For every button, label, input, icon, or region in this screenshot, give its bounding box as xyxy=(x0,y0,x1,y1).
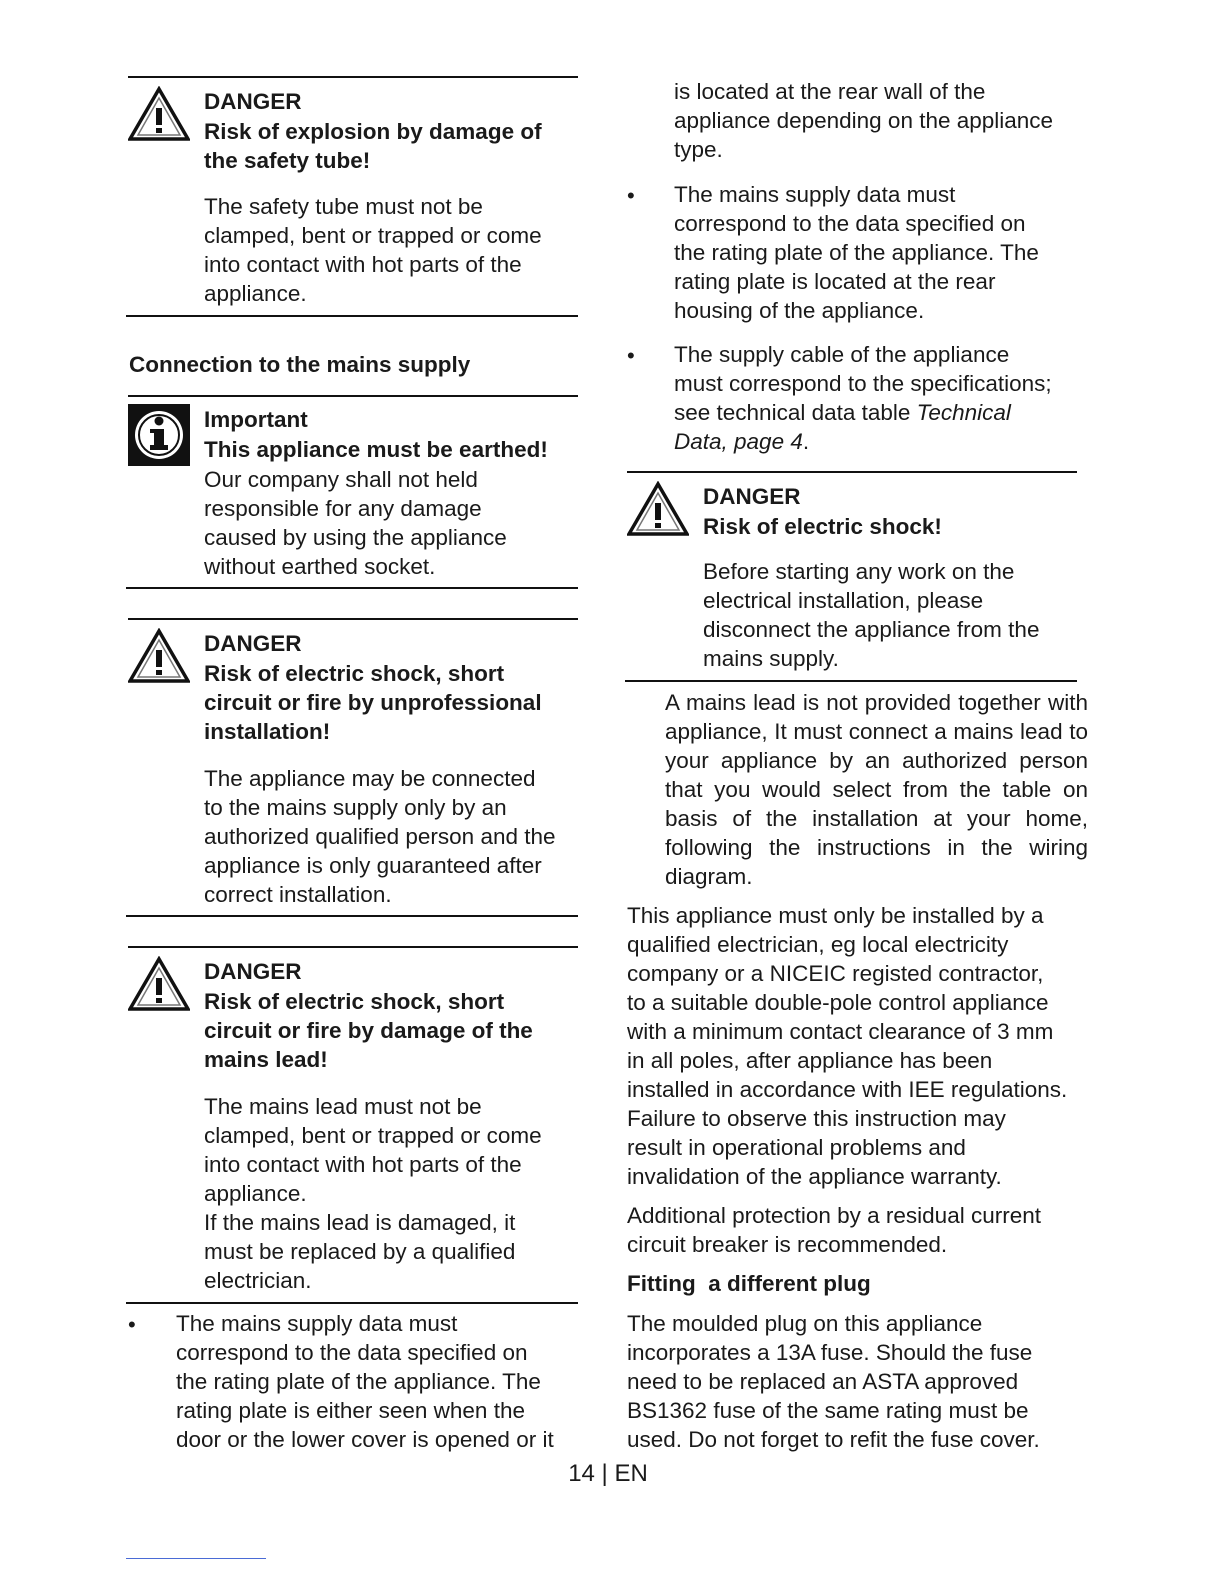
danger-subtitle: Risk of electric shock! xyxy=(703,514,942,539)
section-heading: Fitting a different plug xyxy=(627,1271,871,1296)
danger-body: Before starting any work on the electrical installation, please disconnect the appliance from the mains supply. xyxy=(703,559,1040,671)
list-item-continued: is located at the rear wall of the appliance depending on the appliance type. xyxy=(674,79,1054,162)
danger-body: The mains lead must not be clamped, bent or trapped or come into contact with hot parts of the appliance. If the mains lead is damaged, it must be replaced by a qualified electrician. xyxy=(204,1094,542,1293)
warning-triangle-icon xyxy=(128,956,190,1012)
divider xyxy=(126,587,578,589)
list-item: The mains supply data must correspond to the data specified on the rating plate of the appliance. The rating plate is located at the rear housing of the appliance. xyxy=(674,182,1039,323)
warning-triangle-icon xyxy=(627,481,689,537)
list-item: The mains supply data must correspond to the data specified on the rating plate of the appliance. The rating plate is either seen when the door or the lower cover is opened or it xyxy=(176,1311,554,1452)
plug-paragraph: The moulded plug on this appliance incorporates a 13A fuse. Should the fuse need to be replaced an ASTA approved BS1362 fuse of the same rating must be used. Do not forget to refit the fuse cover. xyxy=(627,1311,1040,1452)
danger-title: DANGER xyxy=(703,484,801,509)
danger-title: DANGER xyxy=(204,89,302,114)
section-heading: Connection to the mains supply xyxy=(129,352,471,377)
divider xyxy=(128,946,578,948)
divider xyxy=(627,471,1077,473)
danger-body: The appliance may be connected to the mains supply only by an authorized qualified person and the appliance is only guaranteed after correct installation. xyxy=(204,766,556,907)
important-subtitle: This appliance must be earthed! xyxy=(204,437,548,462)
footer-line xyxy=(126,1558,266,1559)
divider xyxy=(126,1302,578,1304)
divider xyxy=(126,915,578,917)
important-title: Important xyxy=(204,407,308,432)
danger-subtitle: Risk of explosion by damage of the safety tube! xyxy=(204,119,542,173)
warning-triangle-icon xyxy=(128,628,190,684)
installation-paragraph: This appliance must only be installed by a qualified electrician, eg local electricity company or a NICEIC registed contractor, to a suitable double-pole control appliance with a minimum contact clearance of 3 mm in all poles, after appliance has been installed in accordance with IEE regulations. Failure to observe this instruction may result in operational problems and invalidation of the appliance warranty. xyxy=(627,903,1068,1189)
divider xyxy=(126,315,578,317)
page-number: 14 | EN xyxy=(568,1460,648,1487)
protection-paragraph: Additional protection by a residual current circuit breaker is recommended. xyxy=(627,1203,1041,1257)
bullet-marker: • xyxy=(627,183,635,208)
bullet-marker: • xyxy=(128,1312,136,1337)
bullet-marker: • xyxy=(627,343,635,368)
divider xyxy=(128,395,578,397)
danger-subtitle: Risk of electric shock, short circuit or fire by damage of the mains lead! xyxy=(204,989,533,1072)
danger-body: The safety tube must not be clamped, bent or trapped or come into contact with hot parts of the appliance. xyxy=(204,194,542,306)
divider xyxy=(625,680,1077,682)
mains-lead-paragraph: A mains lead is not provided together with appliance, It must connect a mains lead to your appliance by an authorized person that you would select from the table on basis of the installation at your home, following the instructions in the wiring diagram. xyxy=(665,690,1088,889)
divider xyxy=(128,76,578,78)
warning-triangle-icon xyxy=(128,86,190,142)
important-body: Our company shall not held responsible for any damage caused by using the appliance without earthed socket. xyxy=(204,467,507,579)
danger-title: DANGER xyxy=(204,631,302,656)
info-icon xyxy=(128,404,190,466)
list-item: The supply cable of the appliance must correspond to the specifications; see technical data table Technical Data, page 4. xyxy=(674,342,1052,454)
danger-title: DANGER xyxy=(204,959,302,984)
divider xyxy=(128,618,578,620)
danger-subtitle: Risk of electric shock, short circuit or fire by unprofessional installation! xyxy=(204,661,542,744)
